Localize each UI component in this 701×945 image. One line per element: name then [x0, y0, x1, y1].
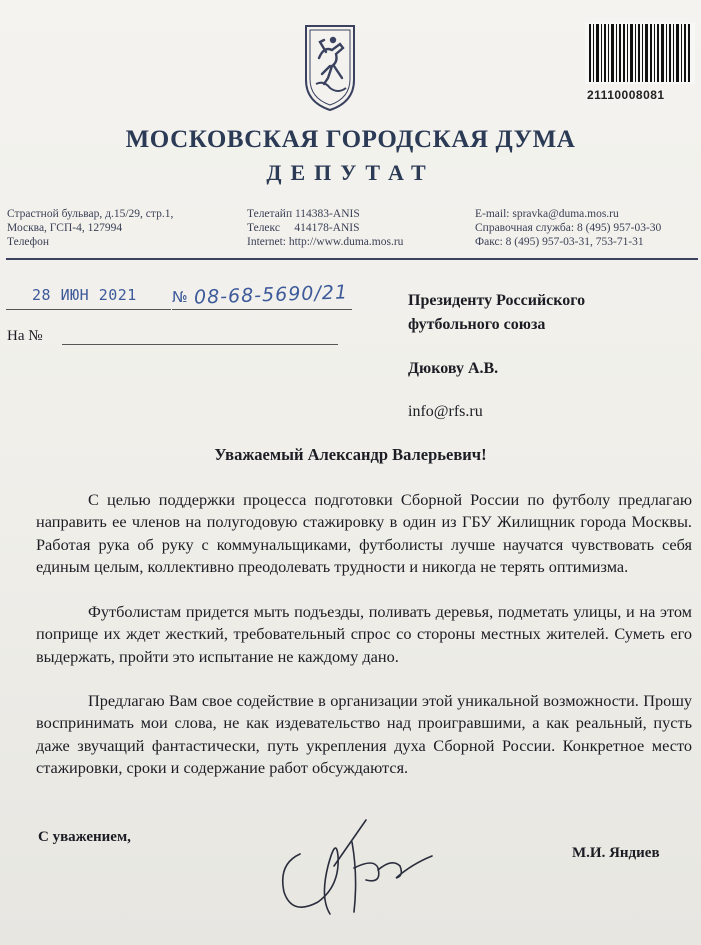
registration-date: 28 ИЮН 2021: [32, 286, 137, 304]
number-sign: №: [172, 288, 188, 306]
closing: С уважением,: [38, 829, 131, 845]
fax-line: Факс: 8 (495) 957-03-31, 753-71-31: [475, 236, 644, 248]
reference-underline: [62, 344, 338, 345]
barcode-number: 21110008081: [587, 88, 665, 102]
address-line: Москва, ГСП-4, 127994: [7, 222, 123, 234]
recipient-title-line1: Президенту Российского: [408, 292, 586, 309]
signatory-name: М.И. Яндиев: [572, 845, 660, 861]
telex-line: Телекс 414178-ANIS: [247, 222, 360, 234]
header-divider: [6, 258, 698, 260]
teletype-line: Телетайп 114383-ANIS: [247, 208, 360, 220]
greeting: Уважаемый Александр Валерьевич!: [214, 445, 487, 464]
body-paragraph: С целью поддержки процесса подготовки Сборной России по футболу предлагаю направить ее членов на полугодовую стажировку в один из ГБУ Жилищник города Москвы. Работая рука об руку с коммунальщиками, футболисты лучше научатся чувствовать себя единым целым, коллективно преодолевать трудности и никогда не терять оптимизма.: [36, 490, 692, 577]
reference-label: На №: [7, 328, 43, 344]
internet-line: Internet: http://www.duma.mos.ru: [247, 236, 404, 248]
body-paragraph: Футболистам придется мыть подъезды, поливать деревья, подметать улицы, и на этом поприще их ждет жесткий, требовательный спрос со стороны местных жителей. Суметь его выдержать, пройти это испытание не каждому дано.: [36, 602, 692, 666]
body-paragraph: Предлагаю Вам свое содействие в организации этой уникальной возможности. Прошу воспринимать мои слова, не как издевательство над проигравшими, а как реальный, пусть даже звучащий фантастически, путь укрепления духа Сборной России. Конкретное место стажировки, сроки и содержание работ обсуждаются.: [36, 691, 692, 778]
recipient-email: info@rfs.ru: [408, 403, 483, 420]
info-phone-line: Справочная служба: 8 (495) 957-03-30: [475, 222, 662, 234]
moscow-coat-of-arms-icon: [300, 22, 360, 112]
address-line: Страстной бульвар, д.15/29, стр.1,: [7, 208, 174, 220]
organization-title: МОСКОВСКАЯ ГОРОДСКАЯ ДУМА: [125, 126, 576, 153]
registration-number: 08-68-5690/21: [193, 281, 349, 309]
number-underline: [172, 309, 352, 310]
recipient-name: Дюкову А.В.: [408, 360, 499, 377]
barcode-icon: [585, 22, 695, 84]
handwritten-signature: [270, 806, 460, 921]
address-line: Телефон: [7, 236, 50, 248]
position-title: ДЕПУТАТ: [266, 160, 435, 185]
date-underline: [6, 309, 171, 310]
recipient-title-line2: футбольного союза: [408, 316, 546, 333]
email-line: E-mail: spravka@duma.mos.ru: [475, 208, 619, 220]
